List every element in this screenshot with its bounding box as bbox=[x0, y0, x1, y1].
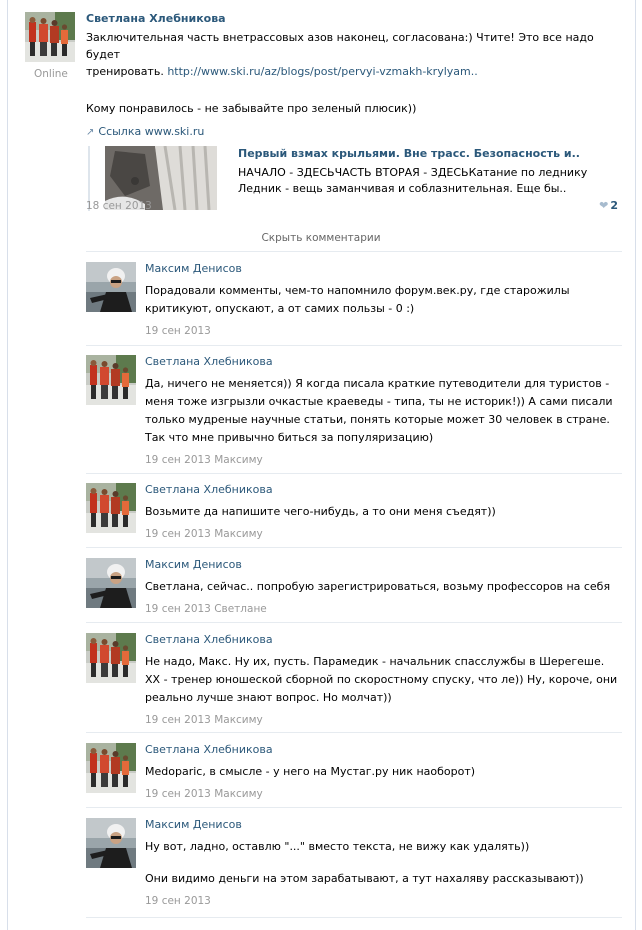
comment-meta bbox=[145, 325, 621, 338]
comment-reply-to[interactable]: Максиму bbox=[214, 788, 263, 800]
attachment-title[interactable]: Первый взмах крыльями. Вне трасс. Безопасность и.. bbox=[238, 147, 580, 160]
like-count: 2 bbox=[610, 199, 618, 212]
comment-date[interactable]: 19 сен 2013 bbox=[145, 603, 211, 615]
comment-avatar[interactable] bbox=[86, 743, 136, 793]
post-author-avatar[interactable] bbox=[25, 12, 75, 62]
comment-reply-to[interactable]: Максиму bbox=[214, 528, 263, 540]
attachment-description: НАЧАЛО - ЗДЕСЬЧАСТЬ ВТОРАЯ - ЗДЕСЬКатание по леднику Ледник - вещь заманчивая и соблазнительная. Еще бы.. bbox=[238, 166, 588, 195]
comment-separator bbox=[86, 807, 622, 808]
comment-author[interactable]: Максим Денисов bbox=[145, 262, 242, 275]
comment-text: Ну вот, ладно, оставлю "..." вместо текста, не вижу как удалять)) bbox=[145, 840, 530, 853]
hide-comments-link[interactable]: Скрыть комментарии bbox=[261, 232, 381, 244]
post-body bbox=[86, 10, 626, 211]
post-author-name[interactable]: Светлана Хлебникова bbox=[86, 12, 226, 25]
comment-separator bbox=[86, 622, 622, 623]
comment-separator bbox=[86, 732, 622, 733]
comment-avatar[interactable] bbox=[86, 558, 136, 608]
post-text-line2: тренировать. bbox=[86, 65, 168, 78]
comment-date[interactable]: 19 сен 2013 bbox=[145, 454, 211, 466]
comment-author[interactable]: Светлана Хлебникова bbox=[145, 355, 273, 368]
comment-meta bbox=[145, 788, 621, 801]
attachment-label[interactable] bbox=[86, 124, 626, 140]
comment-meta bbox=[145, 454, 621, 467]
comment-text: Да, ничего не меняется)) Я когда писала краткие путеводители для туристов - меня тоже изгрызли очкастые краеведы - типа, ты не историк!)) А сами писали только мудреные научные статьи, понять которые может 30 человек в стране. Так что мне привычно биться за популяризацию) bbox=[145, 377, 613, 444]
comment-avatar[interactable] bbox=[86, 818, 136, 868]
comment-reply-to[interactable]: Максиму bbox=[214, 454, 263, 466]
online-status: Online bbox=[34, 68, 68, 80]
comment-reply-to[interactable]: Светлане bbox=[214, 603, 267, 615]
comment-text-second: Они видимо деньги на этом зарабатывают, а тут нахаляву рассказывают)) bbox=[145, 872, 584, 885]
comment-author[interactable]: Максим Денисов bbox=[145, 818, 242, 831]
frame-left-border bbox=[7, 0, 8, 930]
comment-meta bbox=[145, 714, 621, 727]
comment-date[interactable]: 19 сен 2013 bbox=[145, 325, 211, 337]
comment-meta bbox=[145, 603, 621, 616]
post-text-extra: Кому понравилось - не забывайте про зеленый плюсик)) bbox=[86, 102, 417, 115]
attachment-site[interactable]: www.ski.ru bbox=[144, 125, 205, 138]
comment-text: Светлана, сейчас.. попробую зарегистрироваться, возьму профессоров на себя bbox=[145, 580, 611, 593]
post-date[interactable]: 18 сен 2013 bbox=[86, 200, 152, 212]
comment-avatar[interactable] bbox=[86, 633, 136, 683]
attachment-label-text: Ссылка bbox=[98, 125, 145, 138]
comment-text: Medoparic, в смысле - у него на Мустаг.ру ник наоборот) bbox=[145, 765, 476, 778]
comment-text: Не надо, Макс. Ну их, пусть. Парамедик - начальник спасслужбы в Шерегеше. ХХ - тренер юношеской сборной по скоростному спуску, что ле)) Ну, короче, они реально лучше знают вопрос. Но молчат)) bbox=[145, 655, 618, 704]
comment-separator bbox=[86, 345, 622, 346]
comment-reply-to[interactable]: Максиму bbox=[214, 714, 263, 726]
comment-separator bbox=[86, 547, 622, 548]
comment-date[interactable]: 19 сен 2013 bbox=[145, 714, 211, 726]
comment-text: Возьмите да напишите чего-нибудь, а то они меня съедят)) bbox=[145, 505, 496, 518]
post-link[interactable]: http://www.ski.ru/az/blogs/post/pervyi-vzmakh-krylyam.. bbox=[167, 65, 478, 78]
comment-date[interactable]: 19 сен 2013 bbox=[145, 788, 211, 800]
comment-meta bbox=[145, 528, 621, 541]
comment-date[interactable]: 19 сен 2013 bbox=[145, 528, 211, 540]
like-button[interactable] bbox=[599, 199, 618, 212]
comment-avatar[interactable] bbox=[86, 355, 136, 405]
heart-icon: ❤ bbox=[599, 199, 609, 212]
comment-separator bbox=[86, 251, 622, 252]
comment-separator bbox=[86, 473, 622, 474]
comment-text: Порадовали комменты, чем-то напомнило форум.век.ру, где старожилы критикуют, опускают, а от самих пользы - 0 :) bbox=[145, 284, 570, 315]
comment-separator bbox=[86, 917, 622, 918]
comment-avatar[interactable] bbox=[86, 262, 136, 312]
link-attachment bbox=[88, 146, 626, 211]
post-text bbox=[86, 29, 626, 117]
comment-date[interactable]: 19 сен 2013 bbox=[145, 895, 211, 907]
frame-right-border bbox=[635, 0, 636, 930]
post-text-line1: Заключительная часть внетрассовых азов наконец, согласована:) Чтите! Это все надо будет bbox=[86, 31, 594, 61]
comment-author[interactable]: Светлана Хлебникова bbox=[145, 633, 273, 646]
link-arrow-icon: ↗ bbox=[86, 127, 95, 138]
comment-avatar[interactable] bbox=[86, 483, 136, 533]
comment-author[interactable]: Максим Денисов bbox=[145, 558, 242, 571]
comment-author[interactable]: Светлана Хлебникова bbox=[145, 483, 273, 496]
comment-meta bbox=[145, 895, 621, 908]
comment-author[interactable]: Светлана Хлебникова bbox=[145, 743, 273, 756]
